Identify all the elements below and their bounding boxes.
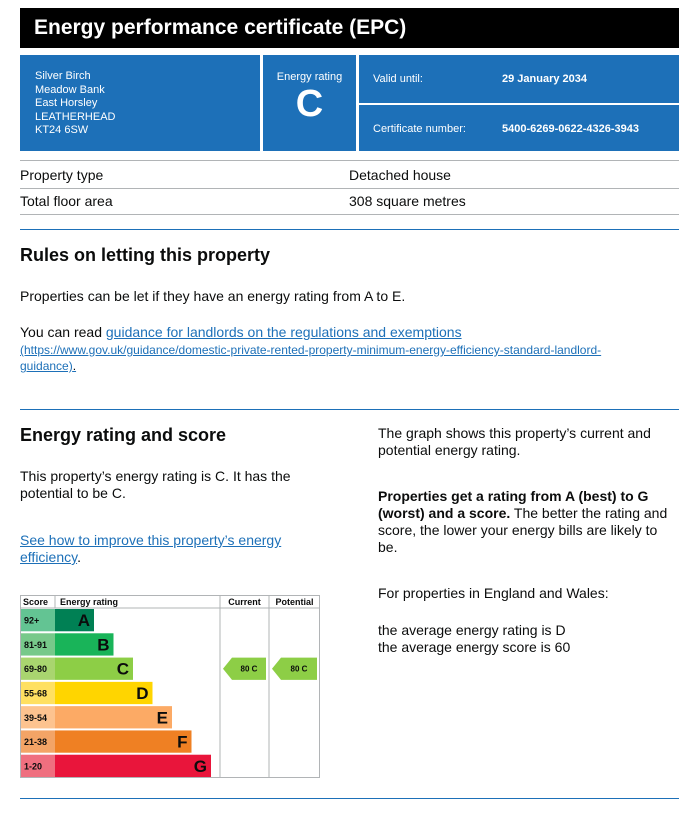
certificate-number-label: Certificate number: [373, 123, 466, 135]
band-letter-b: B [97, 635, 110, 655]
property-type-value: Detached house [349, 167, 451, 183]
floor-area-row [20, 187, 679, 215]
improve-paragraph [20, 532, 320, 566]
band-letter-g: G [193, 756, 207, 776]
band-bar-e [55, 706, 172, 728]
band-score-range: 81-91 [24, 639, 48, 650]
section-divider [20, 229, 679, 230]
band-score-range: 69-80 [24, 664, 48, 675]
chart-header-potential: Potential [275, 597, 314, 607]
energy-rating-paragraph: This property’s energy rating is C. It has the potential to be C. [20, 468, 291, 501]
energy-rating-chart-svg [20, 595, 320, 778]
page-title: Energy performance certificate (EPC) [20, 8, 679, 48]
band-bar-f [55, 730, 192, 752]
average-score-text: the average energy score is 60 [378, 639, 571, 655]
property-type-row [20, 160, 679, 189]
letting-guidance-paragraph [20, 324, 680, 341]
potential-rating-label: 80 C [290, 664, 308, 674]
improve-efficiency-link[interactable]: See how to improve this property’s energy efficiency [20, 532, 282, 565]
rating-explanation-rest: The better the rating and score, the lower your energy bills are likely to be. [378, 505, 668, 555]
rating-explanation-bold: Properties get a rating from A (best) to G (worst) and a score. [378, 488, 649, 521]
average-rating-text: the average energy rating is D [378, 622, 566, 638]
address-block [20, 55, 260, 151]
certificate-number-box [359, 105, 679, 151]
england-wales-label: For properties in England and Wales: [378, 585, 609, 601]
band-letter-f: F [177, 732, 188, 752]
rating-explanation [378, 488, 678, 556]
band-score-range: 21-38 [24, 737, 48, 748]
energy-rating-box [263, 55, 356, 151]
landlord-guidance-url-line[interactable]: (https://www.gov.uk/guidance/domestic-private-rented-property-minimum-energy-efficiency-standard-landlord- [20, 343, 602, 357]
letting-paragraph: Properties can be let if they have an energy rating from A to E. [20, 288, 406, 304]
valid-until-value: 29 January 2034 [502, 73, 588, 85]
chart-header-rating: Energy rating [60, 597, 119, 607]
letting-heading: Rules on letting this property [20, 245, 271, 265]
band-bar-g [55, 755, 211, 777]
current-rating-label: 80 C [240, 664, 258, 674]
energy-rating-chart [20, 595, 320, 778]
floor-area-value: 308 square metres [349, 193, 466, 209]
band-letter-a: A [77, 611, 90, 631]
band-letter-e: E [156, 708, 168, 728]
address-line: Silver Birch [35, 70, 91, 82]
link-suffix: . [72, 359, 77, 373]
chart-header-score: Score [23, 597, 49, 607]
landlord-guidance-url-line[interactable]: guidance) [20, 359, 73, 373]
floor-area-label: Total floor area [20, 193, 113, 209]
band-score-range: 92+ [24, 615, 40, 626]
section-divider [20, 798, 679, 799]
valid-until-label: Valid until: [373, 73, 423, 85]
chart-header-current: Current [228, 597, 261, 607]
letting-guidance-prefix: You can read [20, 324, 106, 340]
certificate-number-value: 5400-6269-0622-4326-3943 [502, 123, 640, 135]
band-score-range: 39-54 [24, 712, 48, 723]
band-score-range: 55-68 [24, 688, 48, 699]
landlord-guidance-link[interactable]: guidance for landlords on the regulations and exemptions [105, 324, 462, 340]
link-suffix: . [77, 549, 81, 565]
address-line: KT24 6SW [35, 124, 89, 136]
graph-explanation: The graph shows this property’s current and potential energy rating. [378, 425, 651, 458]
address-line: LEATHERHEAD [35, 110, 116, 123]
address-line: East Horsley [35, 97, 98, 109]
energy-rating-label: Energy rating [276, 71, 343, 83]
energy-rating-value: C [295, 83, 324, 125]
property-type-label: Property type [20, 167, 104, 183]
section-divider [20, 409, 679, 410]
landlord-guidance-url[interactable] [20, 342, 680, 374]
band-score-range: 1-20 [24, 761, 43, 772]
address-line: Meadow Bank [35, 83, 105, 96]
energy-heading: Energy rating and score [20, 425, 227, 445]
band-letter-d: D [136, 684, 149, 703]
band-letter-c: C [116, 659, 129, 679]
valid-until-box [359, 55, 679, 103]
